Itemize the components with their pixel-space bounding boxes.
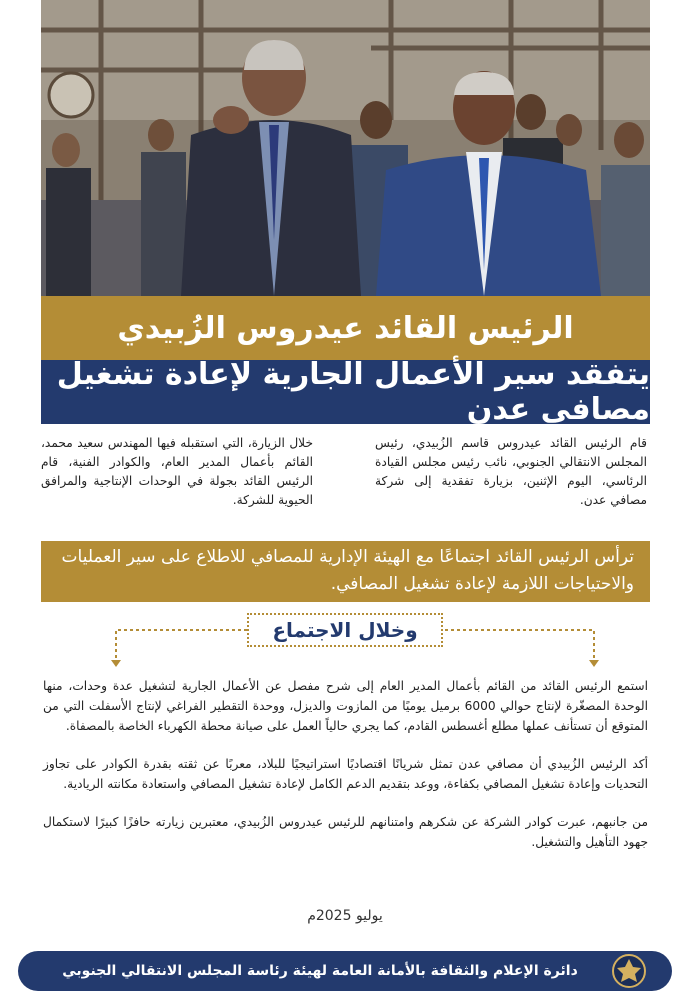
paragraph: من جانبهم، عبرت كوادر الشركة عن شكرهم وامتنانهم للرئيس عيدروس الزُبيدي، معتبرين زيارته حافزًا كبيرًا لاستكمال جهود التأهيل والتشغيل. bbox=[43, 815, 648, 849]
footer-text: دائرة الإعلام والثقافة بالأمانة العامة لهيئة رئاسة المجلس الانتقالي الجنوبي bbox=[62, 963, 578, 979]
headline-subtitle: يتفقد سير الأعمال الجارية لإعادة تشغيل مصافي عدن bbox=[56, 357, 650, 427]
meeting-heading-label: وخلال الاجتماع bbox=[272, 618, 418, 642]
header-photo bbox=[41, 0, 650, 296]
headline-navy-banner bbox=[41, 357, 650, 427]
headline-name: الرئيس القائد عيدروس الزُبيدي bbox=[117, 310, 574, 346]
publish-date: يوليو 2025م bbox=[307, 908, 383, 924]
intro-right-column: قام الرئيس القائد عيدروس قاسم الزُبيدي، رئيس المجلس الانتقالي الجنوبي، نائب رئيس مجلس القيادة الرئاسي، اليوم الإثنين، بزيارة تفقدية إلى شركة مصافي عدن. bbox=[375, 436, 647, 507]
photo-illustration bbox=[41, 0, 650, 296]
body-paragraphs bbox=[43, 676, 648, 870]
headline-gold-banner bbox=[41, 296, 650, 360]
intro-left-column: خلال الزيارة، التي استقبله فيها المهندس سعيد محمد، القائم بأعمال المدير العام، والكوادر الفنية، قام الرئيس القائد بجولة في الوحدات الإنتاجية والمرافق الحيوية للشركة. bbox=[41, 436, 313, 507]
emblem-icon bbox=[608, 951, 650, 991]
highlight-box: ترأس الرئيس القائد اجتماعًا مع الهيئة الإدارية للمصافي للاطلاع على سير العمليات والاحتياجات اللازمة لإعادة تشغيل المصافي. bbox=[41, 541, 650, 602]
paragraph: أكد الرئيس الزُبيدي أن مصافي عدن تمثل شريانًا اقتصاديًا استراتيجيًا للبلاد، معربًا عن ثقته بقدرة الكوادر على تجاوز التحديات وإعادة تشغيل المصافي بكفاءة، ووعد بتقديم الدعم الكامل لإعادة تشغيل المصافي واستعادة مكانته الريادية. bbox=[43, 757, 648, 791]
meeting-heading bbox=[247, 613, 443, 647]
paragraph: استمع الرئيس القائد من القائم بأعمال المدير العام إلى شرح مفصل عن الأعمال الجارية لتشغيل عدة وحدات، منها الوحدة المصغّرة لإنتاج حوالي 6000 برميل يوميًا من المازوت والديزل، ووحدة التقطير الفراغي لإنتاج الأسفلت التي من المتوقع أن تستأنف عملها مطلع أغسطس القادم، كما يجري حالياً العمل على صيانة محطة الكهرباء الخاصة بالمصفاة. bbox=[43, 679, 648, 733]
